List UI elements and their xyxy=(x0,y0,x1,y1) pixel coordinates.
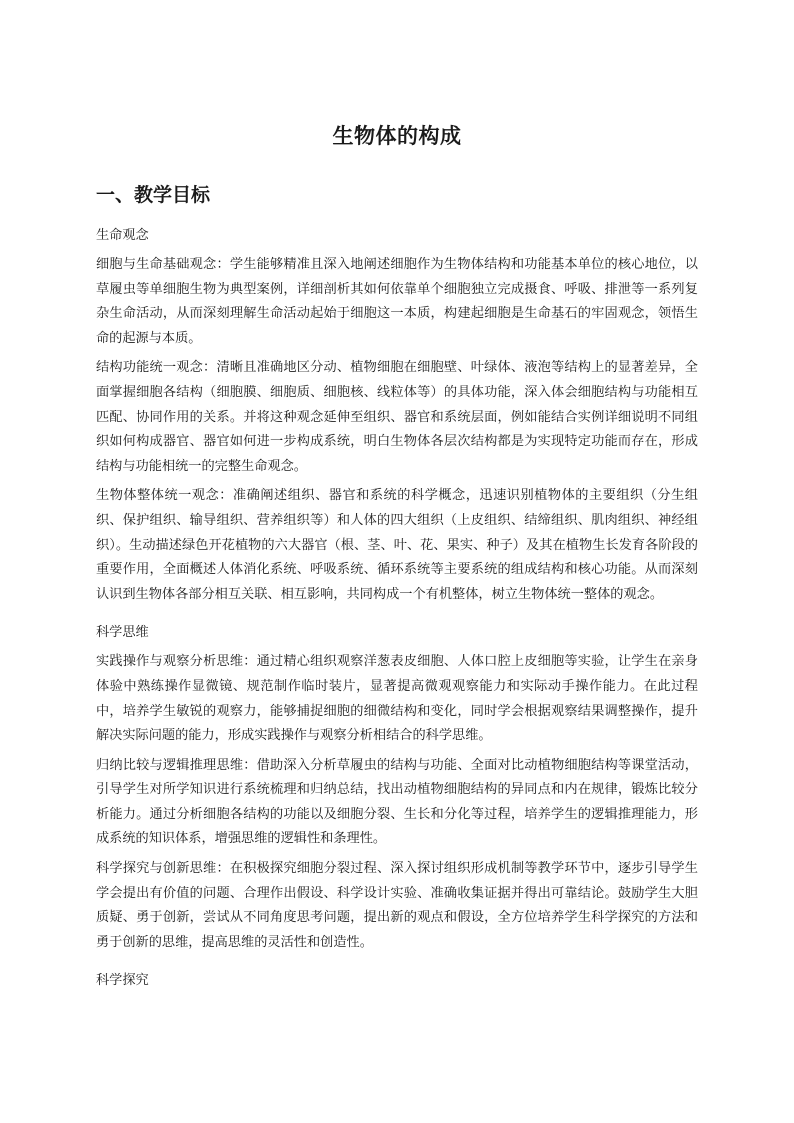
subheading-scientific-thinking: 科学思维 xyxy=(96,625,149,641)
paragraph-structure-function: 结构功能统一观念：清晰且准确地区分动、植物细胞在细胞壁、叶绿体、液泡等结构上的显著差异，全面掌握细胞各结构（细胞膜、细胞质、细胞核、线粒体等）的具体功能，深入体会细胞结构与功能相互匹配、协同作用的关系。并将这种观念延伸至组织、器官和系统层面，例如能结合实例详细说明不同组织如何构成器官、器官如何进一步构成系统，明白生物体各层次结构都是为实现特定功能而存在，形成结构与功能相统一的完整生命观念。 xyxy=(96,360,698,474)
subheading-scientific-inquiry: 科学探究 xyxy=(96,973,149,989)
paragraph-cell-life-basis: 细胞与生命基础观念：学生能够精准且深入地阐述细胞作为生物体结构和功能基本单位的核心地位，以草履虫等单细胞生物为典型案例，详细剖析其如何依靠单个细胞独立完成摄食、呼吸、排泄等一系列复杂生命活动，从而深刻理解生命活动起始于细胞这一本质，构建起细胞是生命基石的牢固观念，领悟生命的起源与本质。 xyxy=(96,257,698,346)
paragraph-induction-reasoning: 归纳比较与逻辑推理思维：借助深入分析草履虫的结构与功能、全面对比动植物细胞结构等课堂活动，引导学生对所学知识进行系统梳理和归纳总结，找出动植物细胞结构的异同点和内在规律，锻炼比较分析能力。通过分析细胞各结构的功能以及细胞分裂、生长和分化等过程，培养学生的逻辑推理能力，形成系统的知识体系，增强思维的逻辑性和条理性。 xyxy=(96,757,698,847)
paragraph-organism-unity: 生物体整体统一观念：准确阐述组织、器官和系统的科学概念，迅速识别植物体的主要组织（分生组织、保护组织、输导组织、营养组织等）和人体的四大组织（上皮组织、结缔组织、肌肉组织、神经组织）。生动描述绿色开花植物的六大器官（根、茎、叶、花、果实、种子）及其在植物生长发育各阶段的重要作用，全面概述人体消化系统、呼吸系统、循环系统等主要系统的组成结构和核心功能。从而深刻认识到生物体各部分相互关联、相互影响，共同构成一个有机整体，树立生物体统一整体的观念。 xyxy=(96,488,698,602)
document-title: 生物体的构成 xyxy=(332,124,462,148)
paragraph-practice-observation: 实践操作与观察分析思维：通过精心组织观察洋葱表皮细胞、人体口腔上皮细胞等实验，让学生在亲身体验中熟练操作显微镜、规范制作临时装片，显著提高微观观察能力和实际动手操作能力。在此过程中，培养学生敏锐的观察力，能够捕捉细胞的细微结构和变化，同时学会根据观察结果调整操作，提升解决实际问题的能力，形成实践操作与观察分析相结合的科学思维。 xyxy=(96,654,698,744)
paragraph-inquiry-innovation: 科学探究与创新思维：在积极探究细胞分裂过程、深入探讨组织形成机制等教学环节中，逐步引导学生学会提出有价值的问题、合理作出假设、科学设计实验、准确收集证据并得出可靠结论。鼓励学生大胆质疑、勇于创新，尝试从不同角度思考问题，提出新的观点和假设，全方位培养学生科学探究的方法和勇于创新的思维，提高思维的灵活性和创造性。 xyxy=(96,861,698,950)
document-page xyxy=(96,118,698,993)
subheading-life-concept: 生命观念 xyxy=(96,228,149,243)
section-heading-teaching-goals: 一、教学目标 xyxy=(96,184,211,206)
